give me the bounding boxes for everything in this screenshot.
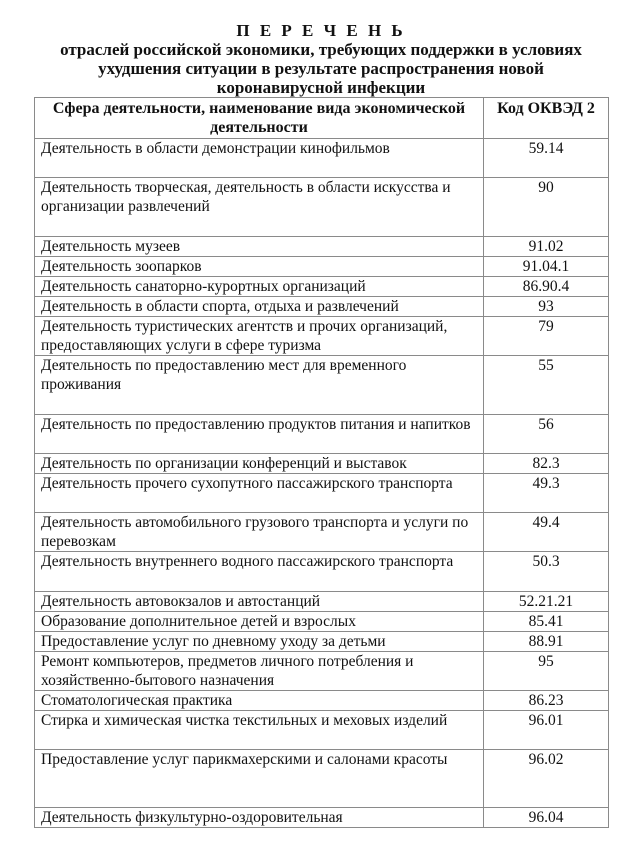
okved-code-cell: 91.02	[484, 237, 609, 257]
activity-name-cell: Деятельность внутреннего водного пассажирского транспорта	[35, 552, 484, 592]
table-row	[35, 178, 609, 237]
table-row	[35, 139, 609, 178]
table-row	[35, 474, 609, 513]
okved-code-cell: 86.23	[484, 691, 609, 711]
table-row	[35, 612, 609, 632]
activity-name-cell: Предоставление услуг парикмахерскими и салонами красоты	[35, 750, 484, 808]
table-row	[35, 415, 609, 454]
activity-name-cell: Деятельность в области спорта, отдыха и развлечений	[35, 297, 484, 317]
okved-code-cell: 85.41	[484, 612, 609, 632]
okved-code-cell: 50.3	[484, 552, 609, 592]
table-row	[35, 297, 609, 317]
okved-code-cell: 55	[484, 356, 609, 415]
okved-code-cell: 96.02	[484, 750, 609, 808]
okved-code-cell: 49.3	[484, 474, 609, 513]
okved-code-cell: 49.4	[484, 513, 609, 552]
okved-code-cell: 93	[484, 297, 609, 317]
table-row	[35, 652, 609, 691]
activity-name-cell: Деятельность прочего сухопутного пассажирского транспорта	[35, 474, 484, 513]
activity-name-cell: Деятельность в области демонстрации кинофильмов	[35, 139, 484, 178]
activity-name-cell: Ремонт компьютеров, предметов личного потребления и хозяйственно-бытового назначения	[35, 652, 484, 691]
table-row	[35, 317, 609, 356]
okved-code-cell: 95	[484, 652, 609, 691]
table-row	[35, 454, 609, 474]
okved-code-cell: 96.01	[484, 711, 609, 750]
table-row	[35, 552, 609, 592]
activity-name-cell: Деятельность физкультурно-оздоровительная	[35, 808, 484, 828]
table-row	[35, 237, 609, 257]
activity-name-cell: Стирка и химическая чистка текстильных и меховых изделий	[35, 711, 484, 750]
activity-name-cell: Деятельность туристических агентств и прочих организаций, предоставляющих услуги в сфере туризма	[35, 317, 484, 356]
okved-code-cell: 86.90.4	[484, 277, 609, 297]
activity-name-cell: Деятельность творческая, деятельность в области искусства и организации развлечений	[35, 178, 484, 237]
okved-code-cell: 91.04.1	[484, 257, 609, 277]
activity-name-cell: Деятельность по организации конференций и выставок	[35, 454, 484, 474]
activity-name-cell: Деятельность по предоставлению продуктов питания и напитков	[35, 415, 484, 454]
okved-code-cell: 59.14	[484, 139, 609, 178]
table-row	[35, 592, 609, 612]
document-heading	[0, 21, 642, 97]
okved-code-cell: 90	[484, 178, 609, 237]
activity-name-cell: Деятельность по предоставлению мест для временного проживания	[35, 356, 484, 415]
activity-name-cell: Образование дополнительное детей и взрослых	[35, 612, 484, 632]
header-code: Код ОКВЭД 2	[484, 98, 609, 139]
activity-name-cell: Деятельность зоопарков	[35, 257, 484, 277]
table-row	[35, 356, 609, 415]
table-row	[35, 277, 609, 297]
activity-name-cell: Деятельность автомобильного грузового транспорта и услуги по перевозкам	[35, 513, 484, 552]
okved-code-cell: 96.04	[484, 808, 609, 828]
table-row	[35, 711, 609, 750]
okved-code-cell: 88.91	[484, 632, 609, 652]
document-subtitle-line-2: ухудшения ситуации в результате распространения новой	[98, 59, 544, 78]
table-row	[35, 513, 609, 552]
table-row	[35, 750, 609, 808]
okved-code-cell: 82.3	[484, 454, 609, 474]
table-row	[35, 257, 609, 277]
activity-name-cell: Предоставление услуг по дневному уходу за детьми	[35, 632, 484, 652]
table-row	[35, 632, 609, 652]
document-subtitle-line-1: отраслей российской экономики, требующих поддержки в условиях	[60, 40, 582, 59]
activity-name-cell: Деятельность санаторно-курортных организаций	[35, 277, 484, 297]
activities-table	[34, 97, 609, 828]
okved-code-cell: 56	[484, 415, 609, 454]
table-row	[35, 691, 609, 711]
table-header-row	[35, 98, 609, 139]
okved-code-cell: 52.21.21	[484, 592, 609, 612]
okved-code-cell: 79	[484, 317, 609, 356]
document-title: П Е Р Е Ч Е Н Ь	[236, 21, 406, 40]
header-activity: Сфера деятельности, наименование вида экономической деятельности	[35, 98, 484, 139]
activity-name-cell: Деятельность автовокзалов и автостанций	[35, 592, 484, 612]
activity-name-cell: Деятельность музеев	[35, 237, 484, 257]
table-row	[35, 808, 609, 828]
table-body	[35, 139, 609, 828]
document-subtitle-line-3: коронавирусной инфекции	[216, 78, 426, 97]
activity-name-cell: Стоматологическая практика	[35, 691, 484, 711]
